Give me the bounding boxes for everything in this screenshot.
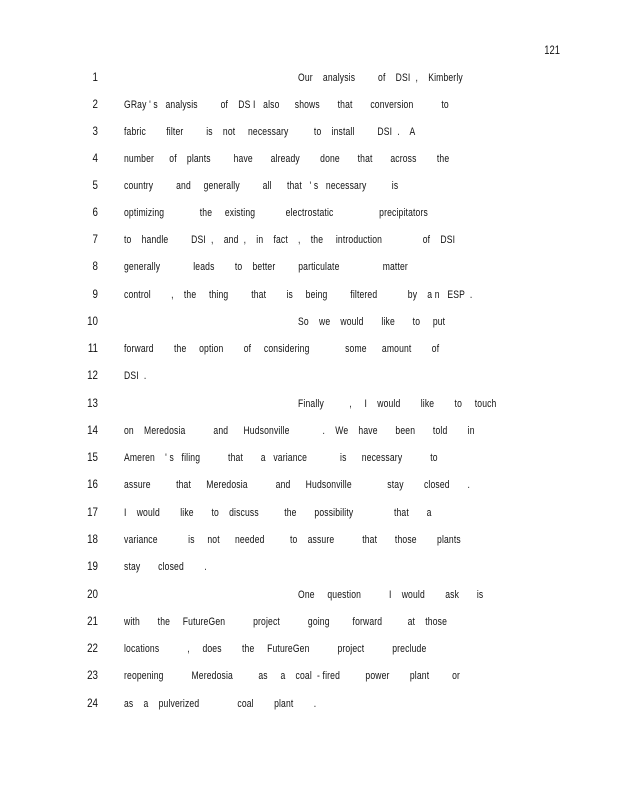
transcript-line	[0, 670, 618, 690]
line-number: 18	[87, 534, 98, 546]
line-text: GRay ' s analysis of DS I also shows that conversion to	[124, 99, 449, 111]
line-text: optimizing the existing electrostatic precipitators	[124, 207, 428, 219]
line-number: 22	[87, 643, 98, 655]
transcript-line	[0, 643, 618, 663]
line-number: 11	[87, 343, 98, 355]
line-number: 9	[92, 289, 98, 301]
line-text: Our analysis of DSI , Kimberly	[298, 72, 463, 84]
line-number: 3	[92, 126, 98, 138]
transcript-line	[0, 72, 618, 92]
line-number: 6	[92, 207, 98, 219]
line-text: stay closed .	[124, 561, 207, 573]
line-text: Ameren ' s filing that a variance is necessary to	[124, 452, 438, 464]
transcript-line	[0, 561, 618, 581]
transcript-line	[0, 99, 618, 119]
line-number: 23	[87, 670, 98, 682]
line-number: 16	[87, 479, 98, 491]
line-number: 7	[92, 234, 98, 246]
line-text: number of plants have already done that across the	[124, 153, 450, 165]
line-text: DSI .	[124, 370, 147, 382]
line-text: as a pulverized coal plant .	[124, 698, 317, 710]
line-text: One question I would ask is	[298, 589, 484, 601]
transcript-line	[0, 126, 618, 146]
line-text: assure that Meredosia and Hudsonville stay closed .	[124, 479, 471, 491]
line-number: 20	[87, 589, 98, 601]
line-number: 24	[87, 698, 98, 710]
line-text: So we would like to put	[298, 316, 446, 328]
transcript-line	[0, 398, 618, 418]
transcript-line	[0, 180, 618, 200]
line-number: 1	[92, 72, 98, 84]
line-number: 21	[87, 616, 98, 628]
line-text: forward the option of considering some amount of	[124, 343, 440, 355]
transcript-line	[0, 153, 618, 173]
line-number: 14	[87, 425, 98, 437]
line-number: 19	[87, 561, 98, 573]
line-number: 10	[87, 316, 98, 328]
transcript-line	[0, 452, 618, 472]
transcript-line	[0, 616, 618, 636]
line-text: I would like to discuss the possibility that a	[124, 507, 432, 519]
line-number: 13	[87, 398, 98, 410]
transcript-line	[0, 343, 618, 363]
transcript-line	[0, 479, 618, 499]
transcript-line	[0, 261, 618, 281]
line-number: 17	[87, 507, 98, 519]
transcript-line	[0, 316, 618, 336]
transcript-line	[0, 234, 618, 254]
transcript-line	[0, 534, 618, 554]
line-text: with the FutureGen project going forward at those	[124, 616, 448, 628]
line-number: 8	[92, 261, 98, 273]
line-text: generally leads to better particulate matter	[124, 261, 408, 273]
transcript-line	[0, 370, 618, 390]
line-text: locations , does the FutureGen project preclude	[124, 643, 427, 655]
line-number: 5	[92, 180, 98, 192]
line-text: control , the thing that is being filtered by a n ESP .	[124, 289, 473, 301]
transcript-line	[0, 207, 618, 227]
transcript-line	[0, 698, 618, 718]
line-text: fabric filter is not necessary to install DSI . A	[124, 126, 416, 138]
line-text: Finally , I would like to touch	[298, 398, 497, 410]
line-text: reopening Meredosia as a coal - fired power plant or	[124, 670, 461, 682]
line-number: 2	[92, 99, 98, 111]
line-number: 4	[92, 153, 98, 165]
line-number: 12	[87, 370, 98, 382]
line-text: country and generally all that ' s necessary is	[124, 180, 399, 192]
line-text: to handle DSI , and , in fact , the introduction of DSI	[124, 234, 456, 246]
line-number: 15	[87, 452, 98, 464]
line-text: variance is not needed to assure that those plants	[124, 534, 461, 546]
transcript-line	[0, 507, 618, 527]
page-number: 121	[544, 45, 560, 57]
line-text: on Meredosia and Hudsonville . We have been told in	[124, 425, 475, 437]
transcript-line	[0, 589, 618, 609]
transcript-line	[0, 425, 618, 445]
transcript-line	[0, 289, 618, 309]
